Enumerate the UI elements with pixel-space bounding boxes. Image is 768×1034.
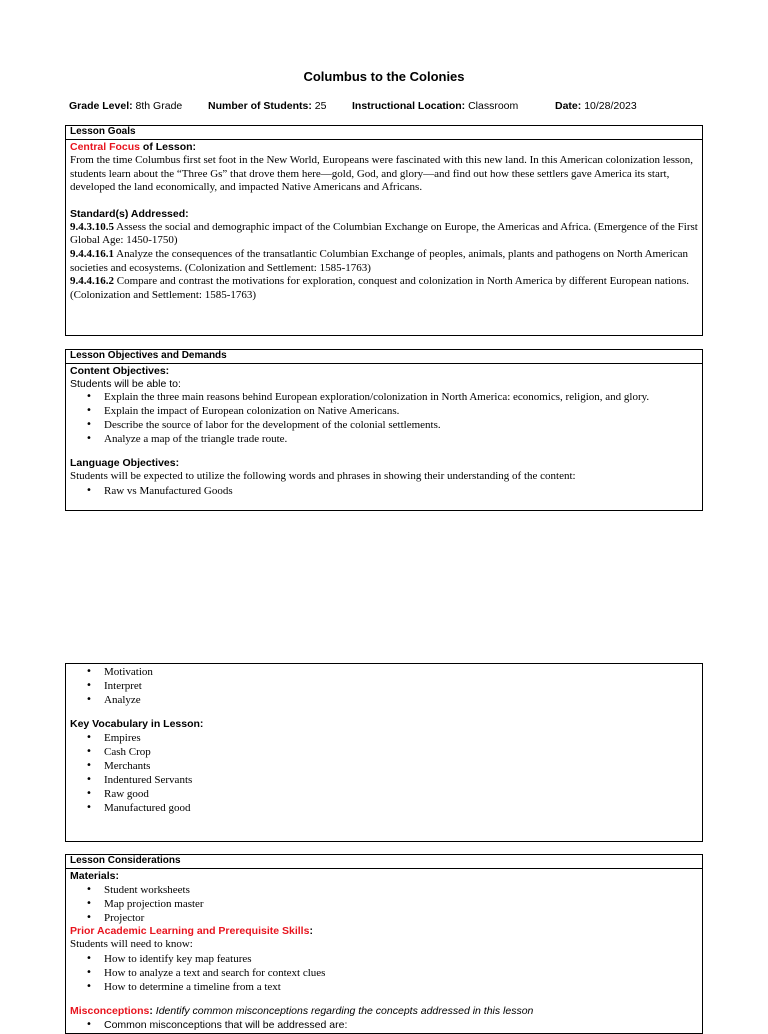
content-objectives-list xyxy=(70,390,698,446)
language-objectives-label: Language Objectives: xyxy=(70,457,180,469)
list-item: • Analyze a map of the triangle trade route. xyxy=(104,432,698,446)
standard-item: 9.4.4.16.1 Analyze the consequences of the transatlantic Columbian Exchange of peoples, animals, plants and pathogens on North American societies and ecosystems. (Colonization and Settlement: 1585-1763) xyxy=(70,247,688,274)
number-of-students: Number of Students: 25 xyxy=(208,100,327,112)
list-item: • Raw good xyxy=(104,787,698,801)
lesson-objectives-section xyxy=(65,349,703,511)
list-item: • Projector xyxy=(104,911,698,925)
key-vocabulary-list xyxy=(70,731,698,815)
lesson-considerations-section xyxy=(65,854,703,1034)
list-item: • Explain the three main reasons behind European exploration/colonization in North America: economics, religion, and glory. xyxy=(104,390,698,404)
central-focus-text: From the time Columbus first set foot in the New World, Europeans were fascinated with this new land. In this American colonization lesson, students learn about the “Three Gs” that drove them here—gold, God, and glory—and find out how these settlers gave America its start, developed the land economically, and impacted Native Americans and Africans. xyxy=(70,154,694,194)
list-item: • Merchants xyxy=(104,759,698,773)
list-item: • How to determine a timeline from a text xyxy=(104,980,698,994)
list-item: • Interpret xyxy=(104,679,698,693)
standard-item: 9.4.3.10.5 Assess the social and demographic impact of the Columbian Exchange on Europe, the Americas and Africa. (Emergence of the First Global Age: 1450-1750) xyxy=(70,220,698,247)
list-item: • Empires xyxy=(104,731,698,745)
list-item: • Motivation xyxy=(104,665,698,679)
list-item: • Student worksheets xyxy=(104,883,698,897)
standard-item: 9.4.4.16.2 Compare and contrast the motivations for exploration, conquest and colonization in North America by different European nations. (Colonization and Settlement: 1585-1763) xyxy=(70,275,690,301)
section-header: Lesson Considerations xyxy=(66,855,702,869)
lesson-goals-section xyxy=(65,125,703,336)
content-objectives-label: Content Objectives: xyxy=(70,365,170,377)
list-item: • How to identify key map features xyxy=(104,952,698,966)
misconceptions-label: Misconceptions: Identify common misconceptions regarding the concepts addressed in this lesson xyxy=(70,1004,534,1017)
objectives-continued-section xyxy=(65,663,703,842)
prior-learning-intro: Students will need to know: xyxy=(70,938,193,950)
lesson-date: Date: 10/28/2023 xyxy=(555,100,637,112)
prior-learning-label: Prior Academic Learning and Prerequisite Skills: xyxy=(70,925,313,937)
misconceptions-list xyxy=(70,1018,698,1032)
materials-label: Materials: xyxy=(70,870,120,882)
list-item: • Describe the source of labor for the development of the colonial settlements. xyxy=(104,418,698,432)
list-item: • How to analyze a text and search for context clues xyxy=(104,966,698,980)
language-objectives-list-continued xyxy=(70,665,698,707)
section-header: Lesson Goals xyxy=(66,126,702,140)
standards-label: Standard(s) Addressed: xyxy=(70,207,189,220)
document-title: Columbus to the Colonies xyxy=(303,69,465,84)
language-objectives-intro: Students will be expected to utilize the following words and phrases in showing their understanding of the content: xyxy=(70,470,576,482)
list-item: • Indentured Servants xyxy=(104,773,698,787)
list-item: • Raw vs Manufactured Goods xyxy=(104,484,698,498)
list-item: • Manufactured good xyxy=(104,801,698,815)
instructional-location: Instructional Location: Classroom xyxy=(352,100,519,112)
lesson-meta-row xyxy=(69,100,709,114)
materials-list xyxy=(70,883,698,925)
list-item: • Explain the impact of European colonization on Native Americans. xyxy=(104,404,698,418)
prior-learning-list xyxy=(70,952,698,994)
list-item: • Cash Crop xyxy=(104,745,698,759)
list-item: • Map projection master xyxy=(104,897,698,911)
key-vocabulary-label: Key Vocabulary in Lesson: xyxy=(70,718,204,730)
section-header: Lesson Objectives and Demands xyxy=(66,350,702,364)
list-item: • Common misconceptions that will be addressed are: xyxy=(104,1018,698,1032)
grade-level: Grade Level: 8th Grade xyxy=(69,100,183,112)
list-item: • Analyze xyxy=(104,693,698,707)
content-objectives-intro: Students will be able to: xyxy=(70,378,181,390)
language-objectives-list xyxy=(70,484,698,498)
central-focus-label: Central Focus of Lesson: xyxy=(70,141,197,153)
